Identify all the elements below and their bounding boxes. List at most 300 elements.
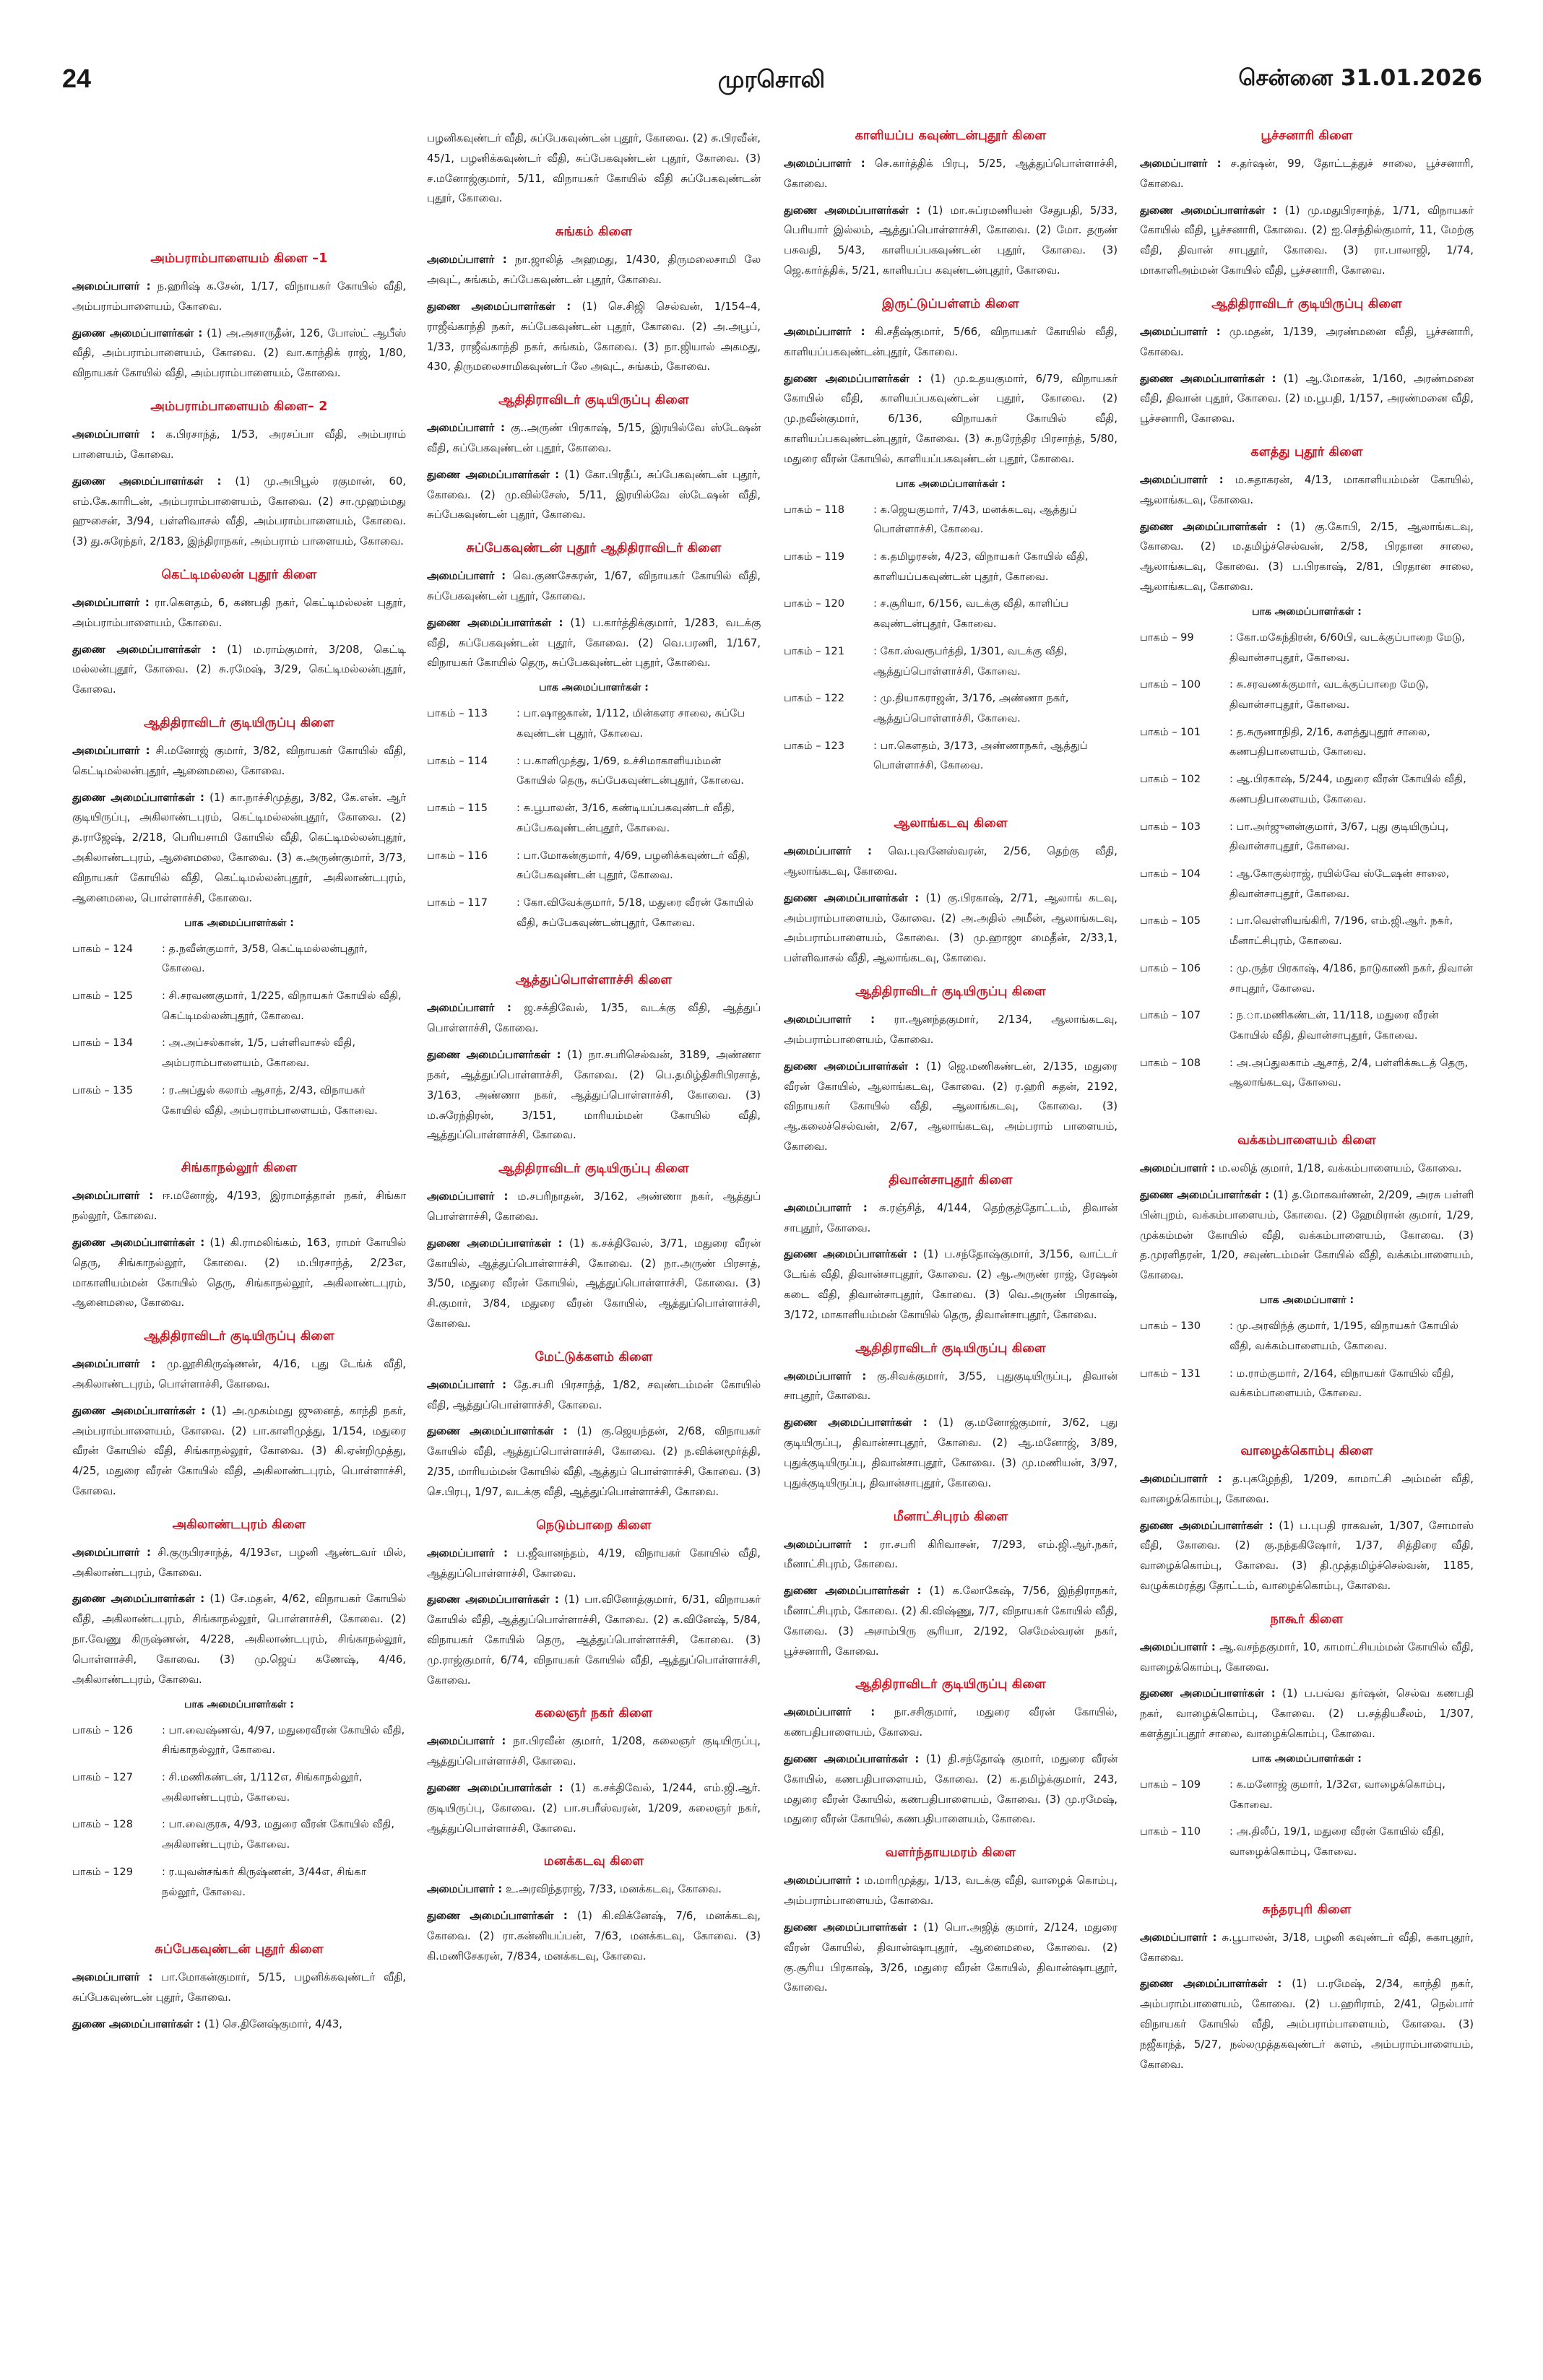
booth-organiser: : ச.சூரியா, 6/156, வடக்கு வீதி, காளிப்ப கவுண்டன்புதூர், கோவை. bbox=[873, 597, 1068, 631]
booth-organiser: : பா.மோகன்குமார், 4/69, பழனிக்கவுண்டர் வீதி, சுப்பேகவுண்டன் புதூர், கோவை. bbox=[517, 849, 750, 882]
role-label: அமைப்பாளர் : bbox=[427, 570, 506, 583]
entry-text: ஜ.சக்திவேல், 1/35, வடக்கு வீதி, ஆத்துப் பொள்ளாச்சி, கோவை. bbox=[427, 1002, 761, 1035]
office-bearer-entry bbox=[427, 1045, 761, 1146]
booth-organiser: : மு.தியாகராஜன், 3/176, அண்ணா நகர், ஆத்துப்பொள்ளாச்சி, கோவை. bbox=[873, 692, 1069, 725]
booth-row bbox=[72, 1721, 406, 1760]
office-bearer-entry bbox=[784, 888, 1118, 969]
entry-text: த.புகழேந்தி, 1/209, காமாட்சி அம்மன் வீதி, வாழைக்கொம்பு, கோவை. bbox=[1140, 1472, 1474, 1505]
role-label: துணை அமைப்பாளர்கள் : bbox=[72, 2017, 201, 2030]
role-label: துணை அமைப்பாளர்கள் : bbox=[427, 1910, 568, 1923]
entry-text: க.பிரசாந்த், 1/53, அரசப்பா வீதி, அம்பராம் பாளையம், கோவை. bbox=[72, 428, 406, 461]
entry-text: (1) ப.புபதி ராகவன், 1/307, சோமாஸ் வீதி, கோவை. (2) கு.நந்தகிஷோர், 1/37, சித்திரை வீதி, வாழைக்கொம்பு, கோவை. (3) தி.முத்தமிழ்ச்செல்வன், 1185, வழுக்கமரத்து தோட்டம், வாழைக்கொம்பு, கோவை. bbox=[1140, 1519, 1474, 1592]
booth-row bbox=[784, 688, 1118, 728]
branch-heading: சுப்பேகவுண்டன் புதூர் கிளை bbox=[155, 1942, 324, 1957]
office-bearer-entry bbox=[1140, 322, 1474, 363]
office-bearer-entry bbox=[427, 1879, 761, 1900]
booth-number: பாகம் – 130 bbox=[1140, 1320, 1201, 1333]
entry-text: செ.கார்த்திக் பிரபு, 5/25, ஆத்துப்பொள்ளாச்சி, கோவை. bbox=[784, 157, 1118, 190]
role-label: துணை அமைப்பாளர்கள் : bbox=[72, 1404, 206, 1417]
role-label: துணை அமைப்பாளர்கள் : bbox=[1140, 1687, 1276, 1700]
entry-text: (1) கு.பிரகாஷ், 2/71, ஆலாங் கடவு, அம்பராம்பாளையம், கோவை. (2) அ.அதில் அமீன், ஆலாங்கடவு, அம்பராம்பாளையம், கோவை. (3) மு.ஹாஜா மைதீன், 2/33,1, பள்ளிவாசல் வீதி, ஆலாங்கடவு, கோவை. bbox=[784, 891, 1118, 965]
booth-number: பாகம் – 117 bbox=[427, 896, 488, 909]
role-label: துணை அமைப்பாளர்கள் : bbox=[427, 1425, 568, 1438]
entry-text: மு.மதன், 1/139, அரண்மனை வீதி, பூச்சனாரி, கோவை. bbox=[1140, 325, 1474, 358]
branch-heading: ஆத்துப்பொள்ளாச்சி கிளை bbox=[515, 973, 673, 988]
booth-row bbox=[1140, 1005, 1474, 1045]
booth-number: பாகம் – 121 bbox=[784, 644, 844, 657]
office-bearer-entry bbox=[427, 566, 761, 607]
entry-text: ம.சுதாகரன், 4/13, மாகாளியம்மன் கோயில், ஆலாங்கடவு, கோவை. bbox=[1140, 473, 1474, 506]
role-label: அமைப்பாளர் : bbox=[427, 1190, 509, 1203]
branch-heading: ஆதிதிராவிடர் குடியிருப்பு கிளை bbox=[498, 1161, 689, 1177]
booth-number: பாகம் – 123 bbox=[784, 739, 844, 752]
entry-text: பழனிகவுண்டர் வீதி, சுப்பேகவுண்டன் புதூர், கோவை. (2) சு.பிரவீன், 45/1, பழனிக்கவுண்டர் வீதி, சுப்பேகவுண்டன் புதூர், கோவை. (3) ச.மனோஜ்குமார், 5/11, விநாயகர் கோயில் வீதி சுப்பேகவுண்டன் புதூர், கோவை. bbox=[427, 132, 761, 205]
booth-organisers-heading: பாக அமைப்பாளர்கள் : bbox=[1252, 605, 1362, 618]
branch-heading: களத்து புதூர் கிளை bbox=[1250, 444, 1363, 459]
booth-row bbox=[1140, 817, 1474, 857]
booth-number: பாகம் – 101 bbox=[1140, 725, 1201, 738]
role-label: அமைப்பாளர் : bbox=[1140, 325, 1221, 338]
role-label: அமைப்பாளர் : bbox=[784, 1201, 868, 1214]
branch-heading: ஆலாங்கடவு கிளை bbox=[894, 816, 1008, 831]
office-bearer-entry bbox=[1140, 517, 1474, 597]
column-spacer bbox=[72, 129, 406, 235]
entry-text: (1) மு.உதயகுமார், 6/79, விநாயகர் கோயில் வீதி, காளியப்பகவுண்டன் புதூர், கோவை. (2) மு.நவீன்குமார், 6/136, விநாயகர் கோயில் வீதி, காளியப்பகவுண்டன்புதூர், கோவை. (3) சு.நரேந்திர பிரசாந்த், 5/80, மதுரை வீரன் கோயில், காளியப்பகவுண்டன் புதூர், கோவை. bbox=[784, 372, 1118, 465]
booth-organiser: : ப.காளிமுத்து, 1/69, உச்சிமாகாளியம்மன் கோயில் தெரு, சுப்பேகவுண்டன்புதூர், கோவை. bbox=[517, 754, 744, 787]
role-label: துணை அமைப்பாளர்கள் : bbox=[427, 468, 560, 481]
entry-text: (1) மு.மதுபிரசாந்த், 1/71, விநாயகர் கோயில் வீதி, பூச்சனாரி, கோவை. (2) ஐ.செந்தில்குமார், 11, மேற்கு வீதி, திவான் சாபுதூர், கோவை. (3) ரா.பாலாஜி, 1/74, மாகாளிஅம்மன் கோயில் வீதி, பூச்சனாரி, கோவை. bbox=[1140, 204, 1474, 277]
booth-row bbox=[1140, 1316, 1474, 1356]
booth-organiser: : பா.கௌதம், 3/173, அண்ணாநகர், ஆத்துப் பொள்ளாச்சி, கோவை. bbox=[873, 739, 1088, 772]
booth-row bbox=[72, 1081, 406, 1120]
entry-text: நா.சசிகுமார், மதுரை வீரன் கோயில், கணபதிபாளையம், கோவை. bbox=[784, 1706, 1118, 1739]
role-label: அமைப்பாளர் : bbox=[72, 428, 155, 441]
entry-text: ரா.சபரி கிரிவாசன், 7/293, எம்.ஜி.ஆர்.நகர், மீனாட்சிபுரம், கோவை. bbox=[784, 1538, 1118, 1571]
office-bearer-entry bbox=[1140, 1159, 1474, 1179]
office-bearer-entry bbox=[784, 1702, 1118, 1743]
column-2 bbox=[427, 129, 761, 2353]
office-bearer-entry bbox=[1140, 470, 1474, 511]
role-label: துணை அமைப்பாளர்கள் : bbox=[1140, 372, 1276, 385]
office-bearer-entry bbox=[1140, 201, 1474, 281]
entry-text: தே.சபரி பிரசாந்த், 1/82, சவுண்டம்மன் கோயில் வீதி, ஆத்துப்பொள்ளாச்சி, கோவை. bbox=[427, 1378, 761, 1411]
entry-text: சி.மனோஜ் குமார், 3/82, விநாயகர் கோயில் வீதி, கெட்டிமல்லன்புதூர், ஆனைமலை, கோவை. bbox=[72, 745, 406, 777]
booth-organiser: : ர.யுவன்சங்கர் கிருஷ்ணன், 3/44எ, சிங்கா நல்லூர், கோவை. bbox=[162, 1865, 367, 1898]
role-label: துணை அமைப்பாளர்கள் : bbox=[72, 1236, 205, 1249]
booth-row bbox=[1140, 1775, 1474, 1814]
office-bearer-entry bbox=[427, 1421, 761, 1502]
office-bearer-entry bbox=[1140, 1974, 1474, 2074]
entry-text: ஈ.மனோஜ், 4/193, இராமாத்தாள் நகர், சிங்கா நல்லூர், கோவை. bbox=[72, 1190, 406, 1223]
role-label: அமைப்பாளர் : bbox=[427, 1002, 511, 1015]
office-bearer-entry bbox=[427, 1375, 761, 1416]
role-label: துணை அமைப்பாளர்கள் : bbox=[72, 326, 203, 339]
branch-heading: சுப்பேகவுண்டன் புதூர் ஆதிதிராவிடர் கிளை bbox=[466, 541, 722, 556]
entry-text: உ.அரவிந்தராஜ், 7/33, மனக்கடவு, கோவை. bbox=[502, 1883, 722, 1896]
booth-organiser: : க.தமிழரசன், 4/23, விநாயகர் கோயில் வீதி, காளியப்பகவுண்டன் புதூர், கோவை. bbox=[873, 550, 1089, 583]
branch-heading: மேட்டுக்களம் கிளை bbox=[535, 1349, 653, 1364]
role-label: அமைப்பாளர் : bbox=[427, 254, 507, 267]
office-bearer-entry bbox=[784, 201, 1118, 281]
role-label: துணை அமைப்பாளர்கள் : bbox=[1140, 204, 1277, 217]
role-label: துணை அமைப்பாளர்கள் : bbox=[427, 1049, 561, 1062]
booth-row bbox=[784, 500, 1118, 540]
office-bearer-entry bbox=[427, 1234, 761, 1334]
office-bearer-entry bbox=[72, 324, 406, 384]
branch-heading: இருட்டுப்பள்ளம் கிளை bbox=[882, 296, 1019, 311]
role-label: அமைப்பாளர் : bbox=[1140, 473, 1224, 486]
branch-heading: கலைஞர் நகர் கிளை bbox=[535, 1706, 653, 1721]
entry-text: கு..அருண் பிரகாஷ், 5/15, இரயில்வே ஸ்டேஷன் வீதி, சுப்பேகவுண்டன் புதூர், கோவை. bbox=[427, 422, 761, 454]
entry-text: (1) மா.சுப்ரமணியன் சேதுபதி, 5/33, பெரியார் இல்லம், ஆத்துப்பொள்ளாச்சி, கோவை. (2) மோ. தருண் பசுவதி, 5/43, காளியப்பகவுண்டன் புதூர், கோவை. (3) ஜெ.கார்த்திக், 5/21, காளியப்ப கவுண்டன்புதூர், கோவை. bbox=[784, 204, 1118, 277]
role-label: அமைப்பாளர் : bbox=[1140, 1931, 1217, 1944]
role-label: துணை அமைப்பாளர்கள் : bbox=[427, 300, 571, 313]
office-bearer-entry bbox=[784, 1581, 1118, 1661]
office-bearer-entry bbox=[72, 1401, 406, 1502]
office-bearer-entry bbox=[72, 741, 406, 782]
role-label: அமைப்பாளர் : bbox=[1140, 157, 1222, 170]
role-label: துணை அமைப்பாளர்கள் : bbox=[427, 1237, 563, 1250]
booth-organiser: : ர.அப்துல் கலாம் ஆசாத், 2/43, விநாயகர் கோயில் வீதி, அம்பராம்பாளையம், கோவை. bbox=[162, 1083, 378, 1117]
office-bearer-entry bbox=[784, 1010, 1118, 1050]
booth-number: பாகம் – 128 bbox=[72, 1818, 133, 1831]
booth-row bbox=[1140, 1053, 1474, 1093]
office-bearer-entry bbox=[72, 1233, 406, 1313]
booth-number: பாகம் – 113 bbox=[427, 707, 488, 720]
role-label: அமைப்பாளர் : bbox=[784, 845, 872, 858]
entry-text: (1) க.லோகேஷ், 7/56, இந்திராநகர், மீனாட்சிபுரம், கோவை. (2) கி.விஷ்ணு, 7/7, விநாயகர் கோயில் வீதி, கோவை. (3) அசாம்பிரு சூரியா, 2/192, செமேல்வரன் நகர், பூச்சனாரி, கோவை. bbox=[784, 1585, 1118, 1658]
entry-text: (1) அ.முகம்மது ஜுனைத், காந்தி நகர், அம்பராம்பாளையம், கோவை. (2) பா.காளிமுத்து, 1/154, மதுரை வீரன் கோயில் வீதி, சிங்காநல்லூர், கோவை. (3) கி.ஏன்றிமுத்து, 4/25, மதுரை வீரன் கோயில் வீதி, அகிலாண்டபுரம், பொள்ளாச்சி, கோவை. bbox=[72, 1404, 406, 1497]
entry-text: (1) அ.அசாருதீன், 126, போஸ்ட் ஆபீஸ் வீதி, அம்பராம்பாளையம், கோவை. (2) வா.காந்திக் ராஜ், 1/80, விநாயகர் கோயில் வீதி, அம்பராம்பாளையம், கோவை. bbox=[72, 326, 406, 380]
column-3 bbox=[784, 129, 1118, 2353]
entry-text: ம.சபரிநாதன், 3/162, அண்ணா நகர், ஆத்துப் பொள்ளாச்சி, கோவை. bbox=[427, 1190, 761, 1223]
role-label: அமைப்பாளர் : bbox=[72, 1190, 154, 1203]
role-label: துணை அமைப்பாளர்கள் : bbox=[72, 791, 204, 804]
branch-heading: சுந்தரபுரி கிளை bbox=[1262, 1902, 1352, 1917]
office-bearer-entry bbox=[784, 1871, 1118, 1911]
booth-row bbox=[1140, 864, 1474, 904]
booth-row bbox=[427, 751, 761, 791]
role-label: துணை அமைப்பாளர்கள் : bbox=[784, 1921, 917, 1934]
role-label: துணை அமைப்பாளர்கள் : bbox=[72, 475, 222, 488]
branch-heading: ஆதிதிராவிடர் குடியிருப்பு கிளை bbox=[855, 1677, 1046, 1692]
branch-heading: வாழைக்கொம்பு கிளை bbox=[1240, 1443, 1373, 1458]
entry-text: (1) கு.கோபி, 2/15, ஆலாங்கடவு, கோவை. (2) ம.தமிழ்ச்செல்வன், 2/58, பிரதான சாலை, ஆலாங்கடவு, கோவை. (3) ப.பிரகாஷ், 2/81, பிரதான சாலை, ஆலாங்கடவு, கோவை. bbox=[1140, 520, 1474, 593]
booth-number: பாகம் – 115 bbox=[427, 802, 488, 815]
office-bearer-entry bbox=[784, 1535, 1118, 1575]
entry-text: (1) ப.பவ்வ தர்ஷன், செல்வ கணபதி நகர், வாழைக்கொம்பு, கோவை. (2) ப.சத்தியசீலம், 1/307, களத்துப்புதூர் சாலை, வாழைக்கொம்பு, கோவை. bbox=[1140, 1687, 1474, 1741]
branch-heading: நெடும்பாறை கிளை bbox=[536, 1518, 652, 1533]
role-label: துணை அமைப்பாளர்கள் : bbox=[1140, 520, 1281, 533]
branch-heading: காளியப்ப கவுண்டன்புதூர் கிளை bbox=[855, 129, 1047, 143]
booth-organiser: : கோ.விவேக்குமார், 5/18, மதுரை வீரன் கோயில் வீதி, சுப்பேகவுண்டன்புதூர், கோவை. bbox=[517, 896, 754, 929]
office-bearer-entry bbox=[72, 472, 406, 552]
role-label: துணை அமைப்பாளர்கள் : bbox=[784, 891, 920, 904]
booth-organiser: : பா.வெள்ளியங்கிரி, 7/196, எம்.ஜி.ஆர். நகர், மீனாட்சிபுரம், கோவை. bbox=[1229, 914, 1453, 948]
entry-text: (1) ம.ராம்குமார், 3/208, கெட்டி மல்லன்புதூர், கோவை. (2) சு.ரமேஷ், 3/29, கெட்டிமல்லன்புதூர், கோவை. bbox=[72, 643, 406, 696]
booth-number: பாகம் – 131 bbox=[1140, 1367, 1201, 1380]
office-bearer-entry bbox=[1140, 1928, 1474, 1968]
office-bearer-entry bbox=[1140, 369, 1474, 429]
office-bearer-entry bbox=[427, 1544, 761, 1584]
column-1 bbox=[72, 129, 406, 2353]
role-label: துணை அமைப்பாளர்கள் : bbox=[784, 372, 922, 385]
office-bearer-entry bbox=[72, 1589, 406, 1689]
entry-text: (1) கு.மனோஜ்குமார், 3/62, புது குடியிருப்பு, திவான்சாபுதூர், கோவை. (2) ஆ.மனோஜ், 3/89, புதுக்குடியிருப்பு, திவான்சாபுதூர், கோவை. (3) மு.மணியன், 3/97, புதுக்குடியிருப்பு, திவான்சாபுதூர், கோவை. bbox=[784, 1416, 1118, 1489]
entry-text: பா.மோகன்குமார், 5/15, பழனிக்கவுண்டர் வீதி, சுப்பேகவுண்டன் புதூர், கோவை. bbox=[72, 1971, 406, 2004]
booth-number: பாகம் – 122 bbox=[784, 692, 844, 705]
office-bearer-entry bbox=[1140, 1185, 1474, 1286]
role-label: அமைப்பாளர் : bbox=[427, 1883, 503, 1896]
role-label: துணை அமைப்பாளர்கள் : bbox=[1140, 1519, 1274, 1532]
booth-row bbox=[1140, 1822, 1474, 1861]
booth-organiser: : ந.ா.மணிகண்டன், 11/118, மதுரை வீரன் கோயில் வீதி, திவான்சாபுதூர், கோவை. bbox=[1229, 1009, 1439, 1042]
booth-number: பாகம் – 129 bbox=[72, 1865, 133, 1878]
entry-text: (1) கோ.பிரதீப், சுப்பேகவுண்டன் புதூர், கோவை. (2) மு.வில்சேஸ், 5/11, இரயில்வே ஸ்டேஷன் வீதி, சுப்பேகவுண்டன் புதூர், கோவை. bbox=[427, 468, 761, 522]
booth-organiser: : ம.ராம்குமார், 2/164, விநாயகர் கோயில் வீதி, வக்கம்பாளையம், கோவை. bbox=[1229, 1367, 1454, 1400]
role-label: அமைப்பாளர் : bbox=[427, 1546, 508, 1559]
entry-text: ம.லலித் குமார், 1/18, வக்கம்பாளையம், கோவை. bbox=[1215, 1162, 1462, 1175]
entry-text: ந.ஹரிஷ் க.சேன், 1/17, விநாயகர் கோயில் வீதி, அம்பராம்பாளையம், கோவை. bbox=[72, 280, 406, 313]
office-bearer-entry bbox=[1140, 154, 1474, 194]
booth-organiser: : பா.வைஷ்ணவ், 4/97, மதுரைவீரன் கோயில் வீதி, சிங்காநல்லூர், கோவை. bbox=[162, 1723, 405, 1757]
role-label: துணை அமைப்பாளர்கள் : bbox=[784, 1416, 928, 1429]
booth-organiser: : மு.ருத்ர பிரகாஷ், 4/186, நாடுகாணி நகர், திவான் சாபுதூர், கோவை. bbox=[1229, 961, 1473, 995]
branch-heading: மனக்கடவு கிளை bbox=[543, 1854, 644, 1869]
booth-number: பாகம் – 116 bbox=[427, 849, 488, 862]
booth-row bbox=[427, 846, 761, 886]
booth-organiser: : ஆ.கோகுல்ராஜ், ரயில்வே ஸ்டேஷன் சாலை, திவான்சாபுதூர், கோவை. bbox=[1229, 867, 1450, 900]
entry-text: (1) கு.ஜெயந்தன், 2/68, விநாயகர் கோயில் வீதி, ஆத்துப்பொள்ளாச்சி, கோவை. (2) ந.விக்னமூர்த்தி, 2/35, மாரியம்மன் கோயில் வீதி, ஆத்துப் பொள்ளாச்சி, கோவை. (3) செ.பிரபு, 1/97, வடக்கு வீதி, ஆத்துப்பொள்ளாச்சி, கோவை. bbox=[427, 1425, 761, 1498]
office-bearer-entry bbox=[784, 154, 1118, 194]
office-bearer-entry bbox=[72, 1354, 406, 1395]
entry-text: சு.ரஞ்சித், 4/144, தெற்குத்தோட்டம், திவான் சாபுதூர், கோவை. bbox=[784, 1201, 1118, 1234]
office-bearer-entry bbox=[427, 297, 761, 377]
entry-text: (1) பொ.அஜித் குமார், 2/124, மதுரை வீரன் கோயில், திவான்ஷாபுதூர், ஆனைமலை, கோவை. (2) கு.சூரிய பிரகாஷ், 3/26, மதுரை வீரன் கோயில், திவான்ஷாபுதூர், கோவை. bbox=[784, 1921, 1118, 1994]
branch-heading: சிங்காநல்லூர் கிளை bbox=[181, 1161, 298, 1176]
booth-organiser: : பா.அர்ஜுனன்குமார், 3/67, புது குடியிருப்பு, திவான்சாபுதூர், கோவை. bbox=[1229, 820, 1449, 853]
branch-heading: ஆதிதிராவிடர் குடியிருப்பு கிளை bbox=[855, 985, 1046, 1000]
role-label: துணை அமைப்பாளர்கள் : bbox=[427, 1593, 559, 1606]
column-4 bbox=[1140, 129, 1474, 2353]
booth-organisers-heading: பாக அமைப்பாளர் : bbox=[1259, 1294, 1354, 1307]
booth-row bbox=[72, 1767, 406, 1807]
role-label: அமைப்பாளர் : bbox=[784, 1706, 876, 1719]
branch-heading: வக்கம்பாளையம் கிளை bbox=[1237, 1133, 1376, 1148]
booth-number: பாகம் – 125 bbox=[72, 989, 133, 1002]
masthead bbox=[0, 0, 1543, 108]
booth-row bbox=[1140, 722, 1474, 762]
booth-organisers-heading: பாக அமைப்பாளர்கள் : bbox=[896, 477, 1006, 490]
office-bearer-entry bbox=[1140, 1684, 1474, 1744]
branch-heading: ஆதிதிராவிடர் குடியிருப்பு கிளை bbox=[1211, 296, 1402, 311]
office-bearer-entry bbox=[784, 1057, 1118, 1157]
office-bearer-entry bbox=[427, 129, 761, 209]
role-label: அமைப்பாளர் : bbox=[784, 1874, 860, 1887]
office-bearer-entry bbox=[427, 465, 761, 525]
booth-organiser: : அ.அப்சல்கான், 1/5, பள்ளிவாசல் வீதி, அம்பராம்பாளையம், கோவை. bbox=[162, 1037, 355, 1070]
booth-number: பாகம் – 108 bbox=[1140, 1056, 1201, 1069]
booth-number: பாகம் – 104 bbox=[1140, 867, 1201, 880]
booth-number: பாகம் – 107 bbox=[1140, 1009, 1201, 1022]
booth-number: பாகம் – 105 bbox=[1140, 914, 1201, 927]
booth-row bbox=[1140, 675, 1474, 714]
page-number: 24 bbox=[62, 64, 92, 93]
role-label: துணை அமைப்பாளர்கள் : bbox=[427, 616, 563, 629]
entry-text: (1) நா.சபரிசெல்வன், 3189, அண்ணா நகர், ஆத்துப்பொள்ளாச்சி, கோவை. (2) பெ.தமிழ்திசரிபிரசாத், 3/163, அண்ணா நகர், ஆத்துப்பொள்ளாச்சி, கோவை. (3) ம.சுரேந்திரன், 3/151, மாரியம்மன் கோயில் வீதி, ஆத்துப்பொள்ளாச்சி, கோவை. bbox=[427, 1049, 761, 1142]
entry-text: ப.ஜீவானந்தம், 4/19, விநாயகர் கோயில் வீதி, ஆத்துப்பொள்ளாச்சி, கோவை. bbox=[427, 1546, 761, 1580]
role-label: அமைப்பாளர் : bbox=[72, 1971, 153, 1984]
booth-organiser: : அ.திலீப், 19/1, மதுரை வீரன் கோயில் வீதி, வாழைக்கொம்பு, கோவை. bbox=[1229, 1825, 1444, 1858]
office-bearer-entry bbox=[427, 1906, 761, 1966]
booth-row bbox=[1140, 1364, 1474, 1403]
entry-text: ஆ.வசந்தகுமார், 10, காமாட்சியம்மன் கோயில் வீதி, வாழைக்கொம்பு, கோவை. bbox=[1140, 1640, 1474, 1674]
branch-heading: அகிலாண்டபுரம் கிளை bbox=[172, 1517, 306, 1532]
role-label: துணை அமைப்பாளர்கள் : bbox=[1140, 1189, 1270, 1201]
entry-text: (1) ப.ரமேஷ், 2/34, காந்தி நகர், அம்பராம்பாளையம், கோவை. (2) ப.ஹரிராம், 2/41, நெல்பார் விநாயகர் கோயில் வீதி, அம்பராம்பாளையம், கோவை. (3) நஜீகாந்த், 5/27, நல்லமுத்தகவுண்டர் களம், அம்பராம்பாளையம், கோவை. bbox=[1140, 1978, 1474, 2071]
role-label: அமைப்பாளர் : bbox=[784, 1013, 876, 1026]
booth-number: பாகம் – 99 bbox=[1140, 631, 1194, 644]
booth-number: பாகம் – 135 bbox=[72, 1083, 133, 1096]
branch-heading: திவான்சாபுதூர் கிளை bbox=[889, 1172, 1013, 1187]
office-bearer-entry bbox=[427, 998, 761, 1039]
entry-text: (1) ப.சந்தோஷ்குமார், 3/156, வாட்டர் டேங்க் வீதி, திவான்சாபுதூர், கோவை. (2) ஆ.அருண் ராஜ், ரேஷன் கடை வீதி, திவான்சாபுதூர், கோவை. (3) வெ.அருண் பிரகாஷ், 3/172, மாகாளியம்மன் கோயில் தெரு, திவான்சாபுதூர், கோவை. bbox=[784, 1248, 1118, 1321]
entry-text: வெ.புவனேஸ்வரன், 2/56, தெற்கு வீதி, ஆலாங்கடவு, கோவை. bbox=[784, 845, 1118, 878]
booth-number: பாகம் – 100 bbox=[1140, 678, 1201, 691]
role-label: அமைப்பாளர் : bbox=[784, 1538, 868, 1551]
booth-row bbox=[427, 704, 761, 743]
booth-number: பாகம் – 118 bbox=[784, 503, 844, 516]
booth-row bbox=[1140, 769, 1474, 809]
branch-heading: மீனாட்சிபுரம் கிளை bbox=[893, 1509, 1008, 1524]
entry-text: (1) ப.கார்த்திக்குமார், 1/283, வடக்கு வீதி, சுப்பேகவுண்டன் புதூர், கோவை. (2) வெ.பரணி, 1/167, விநாயகர் கோயில் தெரு, சுப்பேகவுண்டன் புதூர், கோவை. bbox=[427, 616, 761, 670]
booth-number: பாகம் – 102 bbox=[1140, 773, 1201, 786]
booth-organiser: : த.நவீன்குமார், 3/58, கெட்டிமல்லன்புதூர், கோவை. bbox=[162, 942, 368, 975]
office-bearer-entry bbox=[1140, 1516, 1474, 1596]
role-label: அமைப்பாளர் : bbox=[72, 1546, 151, 1559]
office-bearer-entry bbox=[427, 613, 761, 673]
entry-text: ச.தர்ஷன், 99, தோட்டத்துச் சாலை, பூச்சனாரி, கோவை. bbox=[1140, 157, 1474, 190]
entry-text: (1) தி.சந்தோஷ் குமார், மதுரை வீரன் கோயில், கணபதிபாளையம், கோவை. (2) க.தமிழ்க்குமார், 243, மதுரை வீரன் கோயில், கணபதிபாளையம், கோவை. (3) மு.ரமேஷ், மதுரை வீரன் கோயில், கணபதிபாளையம், கோவை. bbox=[784, 1753, 1118, 1826]
booth-organisers-heading: பாக அமைப்பாளர்கள் : bbox=[1252, 1752, 1362, 1765]
entry-text: (1) மு.அபிபூல் ரகுமான், 60, எம்.கே.காரிடன், அம்பராம்பாளையம், கோவை. (2) சா.முஹம்மது ஹுசைன், 3/94, பள்ளிவாசல் வீதி, அம்பராம்பாளையம், கோவை. (3) து.சுரேந்தர், 2/183, இந்திராநகர், அம்பராம் பாளையம், கோவை. bbox=[72, 475, 406, 548]
office-bearer-entry bbox=[427, 1778, 761, 1838]
office-bearer-entry bbox=[784, 1749, 1118, 1830]
entry-text: ம.மாரிமுத்து, 1/13, வடக்கு வீதி, வாழைக் கொம்பு, அம்பராம்பாளையம், கோவை. bbox=[784, 1874, 1118, 1908]
role-label: துணை அமைப்பாளர்கள் : bbox=[1140, 1978, 1282, 1991]
booth-organisers-heading: பாக அமைப்பாளர்கள் : bbox=[539, 682, 649, 694]
entry-text: (1) கா.நாச்சிமுத்து, 3/82, கே.என். ஆர் குடியிருப்பு, அகிலாண்டபுரம், கெட்டிமல்லன்புதூர், கோவை. (2) த.ராஜேஷ், 2/218, பெரியசாமி கோயில் வீதி, கெட்டிமல்லன்புதூர், அகிலாண்டபுரம், ஆனைமலை, கோவை. (3) க.அருண்குமார், 3/73, விநாயகர் கோயில் வீதி, கெட்டிமல்லன்புதூர், அகிலாண்டபுரம், ஆனைமலை, பொள்ளாச்சி, கோவை. bbox=[72, 791, 406, 904]
booth-organiser: : த.சுருணாநிதி, 2/16, களத்துபுதூர் சாலை, கணபதிபாளையம், கோவை. bbox=[1229, 725, 1430, 758]
branch-heading: கெட்டிமல்லன் புதூர் கிளை bbox=[161, 567, 317, 582]
entry-text: (1) செ.தினேஷ்குமார், 4/43, bbox=[200, 2017, 342, 2030]
entry-text: கு.சிவக்குமார், 3/55, புதுகுடியிருப்பு, திவான் சாபுதூர், கோவை. bbox=[784, 1369, 1118, 1403]
role-label: துணை அமைப்பாளர்கள் : bbox=[784, 1248, 917, 1261]
booth-number: பாகம் – 106 bbox=[1140, 961, 1201, 974]
entry-text: (1) க.சக்திவேல், 1/244, எம்.ஜி.ஆர். குடியிருப்பு, கோவை. (2) பா.சபரீஸ்வரன், 1/209, கலைஞர் நகர், ஆத்துப்பொள்ளாச்சி, கோவை. bbox=[427, 1782, 761, 1835]
office-bearer-entry bbox=[784, 1198, 1118, 1239]
booth-number: பாகம் – 110 bbox=[1140, 1825, 1201, 1838]
booth-number: பாகம் – 127 bbox=[72, 1770, 133, 1783]
entry-text: மு.லூசிகிருஷ்ணன், 4/16, புது டேங்க் வீதி, அகிலாண்டபுரம், பொள்ளாச்சி, கோவை. bbox=[72, 1358, 406, 1390]
entry-text: (1) சே.மதன், 4/62, விநாயகர் கோயில் வீதி, அகிலாண்டபுரம், சிங்காநல்லூர், பொள்ளாச்சி, கோவை. (2) நா.வேணு கிருஷ்ணன், 4/228, அகிலாண்டபுரம், சிங்காநல்லூர், பொள்ளாச்சி, கோவை. (3) மு.ஜெய் கணேஷ், 4/46, அகிலாண்டபுரம், கோவை. bbox=[72, 1593, 406, 1686]
role-label: அமைப்பாளர் : bbox=[72, 280, 151, 293]
entry-text: சி.குருபிரசாந்த், 4/193எ, பழனி ஆண்டவர் மில், அகிலாண்டபுரம், கோவை. bbox=[72, 1546, 406, 1579]
branch-heading: சுங்கம் கிளை bbox=[555, 225, 633, 240]
office-bearer-entry bbox=[72, 425, 406, 465]
branch-heading: ஆதிதிராவிடர் குடியிருப்பு கிளை bbox=[144, 716, 334, 730]
booth-organiser: : சு.சரவணக்குமார், வடக்குப்பாறை மேடு, திவான்சாபுதூர், கோவை. bbox=[1229, 678, 1429, 711]
booth-row bbox=[1140, 911, 1474, 951]
branch-heading: அம்பராம்பாளையம் கிளை –1 bbox=[150, 251, 328, 266]
branch-heading: வளர்ந்தாயமரம் கிளை bbox=[885, 1845, 1016, 1861]
office-bearer-entry bbox=[427, 1187, 761, 1227]
booth-organiser: : அ.அப்துலகாம் ஆசாத், 2/4, பள்ளிக்கூடத் தெரு, ஆலாங்கடவு, கோவை. bbox=[1229, 1056, 1469, 1089]
office-bearer-entry bbox=[427, 1590, 761, 1690]
booth-organiser: : சு.பூபாலன், 3/16, கண்டியப்பகவுண்டர் வீதி, சுப்பேகவுண்டன்புதூர், கோவை. bbox=[517, 802, 735, 834]
booth-organisers-heading: பாக அமைப்பாளர்கள் : bbox=[184, 917, 294, 929]
booth-organisers-heading: பாக அமைப்பாளர்கள் : bbox=[184, 1698, 294, 1710]
office-bearer-entry bbox=[72, 277, 406, 317]
office-bearer-entry bbox=[784, 1413, 1118, 1493]
office-bearer-entry bbox=[427, 250, 761, 290]
booth-row bbox=[72, 939, 406, 979]
booth-organiser: : க.ஜெயகுமார், 7/43, மனக்கடவு, ஆத்துப் பொள்ளாச்சி, கோவை. bbox=[873, 503, 1077, 536]
entry-text: (1) ஆ.மோகன், 1/160, அரண்மனை வீதி, திவான் புதூர், கோவை. (2) ம.பூபதி, 1/157, அரண்மனை வீதி, பூச்சனாரி, கோவை. bbox=[1140, 372, 1474, 425]
booth-row bbox=[784, 594, 1118, 633]
booth-row bbox=[1140, 959, 1474, 998]
office-bearer-entry bbox=[427, 1731, 761, 1772]
role-label: துணை அமைப்பாளர்கள் : bbox=[784, 1585, 922, 1598]
office-bearer-entry bbox=[1140, 1469, 1474, 1510]
office-bearer-entry bbox=[784, 1245, 1118, 1325]
booth-row bbox=[72, 1033, 406, 1073]
role-label: அமைப்பாளர் : bbox=[1140, 1472, 1222, 1485]
office-bearer-entry bbox=[72, 2015, 406, 2035]
entry-text: ரா.ஆனந்தகுமார், 2/134, ஆலாங்கடவு, அம்பராம்பாளையம், கோவை. bbox=[784, 1013, 1118, 1046]
role-label: அமைப்பாளர் : bbox=[72, 1358, 156, 1371]
role-label: அமைப்பாளர் : bbox=[427, 1735, 506, 1748]
booth-organiser: : பா.வைகுரசு, 4/93, மதுரை வீரன் கோயில் வீதி, அகிலாண்டபுரம், கோவை. bbox=[162, 1818, 395, 1851]
branch-heading: ஆதிதிராவிடர் குடியிருப்பு கிளை bbox=[855, 1341, 1046, 1356]
office-bearer-entry bbox=[784, 841, 1118, 882]
booth-row bbox=[784, 547, 1118, 587]
booth-number: பாகம் – 103 bbox=[1140, 820, 1201, 833]
booth-number: பாகம் – 134 bbox=[72, 1037, 133, 1050]
role-label: அமைப்பாளர் : bbox=[427, 1378, 506, 1391]
booth-row bbox=[784, 736, 1118, 776]
booth-organiser: : பா.ஷாஜகான், 1/112, மின்களர சாலை, சுப்பே கவுண்டன் புதூர், கோவை. bbox=[517, 707, 745, 740]
branch-heading: ஆதிதிராவிடர் குடியிருப்பு கிளை bbox=[498, 393, 689, 408]
office-bearer-entry bbox=[72, 1968, 406, 2008]
branch-heading: பூச்சனாரி கிளை bbox=[1261, 129, 1353, 143]
role-label: துணை அமைப்பாளர்கள் : bbox=[72, 1593, 205, 1606]
office-bearer-entry bbox=[72, 788, 406, 909]
entry-text: (1) ஜெ.மணிகண்டன், 2/135, மதுரை வீரன் கோயில், ஆலாங்கடவு, கோவை. (2) ர.ஹரி சுதன், 2192, விநாயகர் கோயில் வீதி, ஆலாங்கடவு, கோவை. (3) ஆ.கலைச்செல்வன், 2/67, ஆலாங்கடவு, அம்பராம் பாளையம், கோவை. bbox=[784, 1060, 1118, 1153]
role-label: அமைப்பாளர் : bbox=[427, 422, 505, 435]
entry-text: (1) கி.ராமலிங்கம், 163, ராமர் கோயில் தெரு, சிங்காநல்லூர், கோவை. (2) ம.பிரசாந்த், 2/23எ, மாகாளியம்மன் கோயில் தெரு, சிங்காநல்லூர், அகிலாண்டபுரம், ஆனைமலை, கோவை. bbox=[72, 1236, 406, 1310]
booth-number: பாகம் – 120 bbox=[784, 597, 844, 610]
entry-text: கி.சதீஷ்குமார், 5/66, விநாயகர் கோயில் வீதி, காளியப்பகவுண்டன்புதூர், கோவை. bbox=[784, 325, 1118, 358]
office-bearer-entry bbox=[72, 640, 406, 700]
role-label: அமைப்பாளர் : bbox=[784, 157, 865, 170]
booth-number: பாகம் – 119 bbox=[784, 550, 844, 563]
role-label: அமைப்பாளர் : bbox=[784, 325, 865, 338]
booth-organiser: : கோ.ஸ்வரூபர்த்தி, 1/301, வடக்கு வீதி, ஆத்துப்பொள்ளாச்சி, கோவை. bbox=[873, 644, 1068, 678]
booth-organiser: : சி.சரவணகுமார், 1/225, விநாயகர் கோயில் வீதி, கெட்டிமல்லன்புதூர், கோவை. bbox=[162, 989, 402, 1022]
office-bearer-entry bbox=[784, 1367, 1118, 1407]
booth-row bbox=[72, 1814, 406, 1854]
